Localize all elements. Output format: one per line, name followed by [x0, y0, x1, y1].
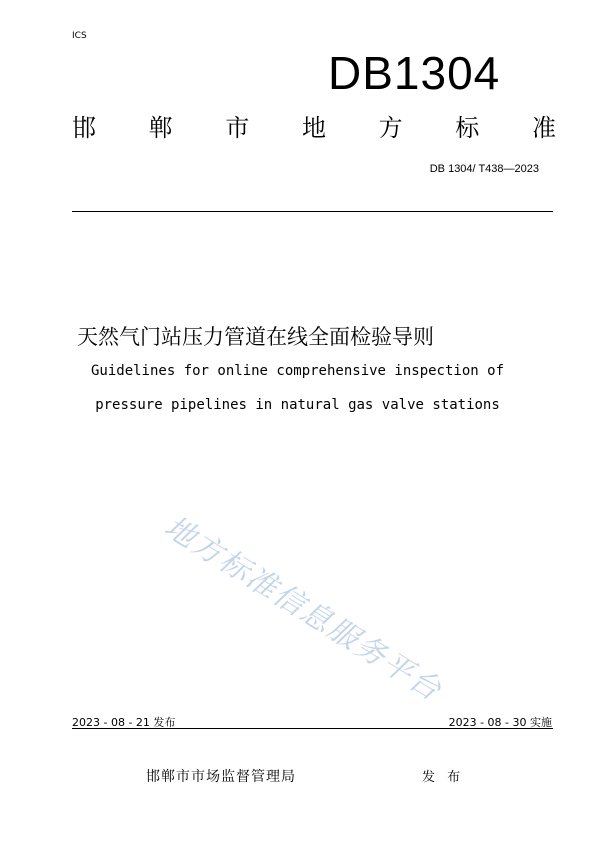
issue-word: 发 布 — [422, 770, 465, 785]
standard-type-char: 标 — [455, 114, 480, 142]
footer-divider — [72, 728, 553, 729]
standard-type-char: 准 — [531, 114, 556, 142]
title-english-line2: pressure pipelines in natural gas valve stations — [95, 397, 500, 413]
standard-type-char: 方 — [378, 114, 403, 142]
header-divider — [72, 211, 553, 212]
standard-type-char: 邯 — [72, 114, 96, 142]
issue-date: 2023 - 08 - 21 发布 — [72, 716, 176, 729]
standard-type — [72, 116, 556, 140]
watermark: 地方标准信息服务平台 — [158, 509, 449, 709]
standard-number: DB 1304/ T438—2023 — [429, 163, 539, 175]
standard-type-char: 市 — [225, 114, 250, 142]
issuing-authority: 邯郸市市场监督管理局 — [146, 769, 296, 785]
standard-code: DB1304 — [328, 47, 501, 99]
title-chinese: 天然气门站压力管道在线全面检验导则 — [77, 325, 434, 349]
title-english-line1: Guidelines for online comprehensive inspection of — [90, 363, 504, 379]
standard-type-char: 郸 — [148, 114, 173, 142]
ics-label: ICS — [72, 31, 87, 41]
standard-type-char: 地 — [301, 114, 326, 142]
implementation-date: 2023 - 08 - 30 实施 — [448, 716, 552, 729]
